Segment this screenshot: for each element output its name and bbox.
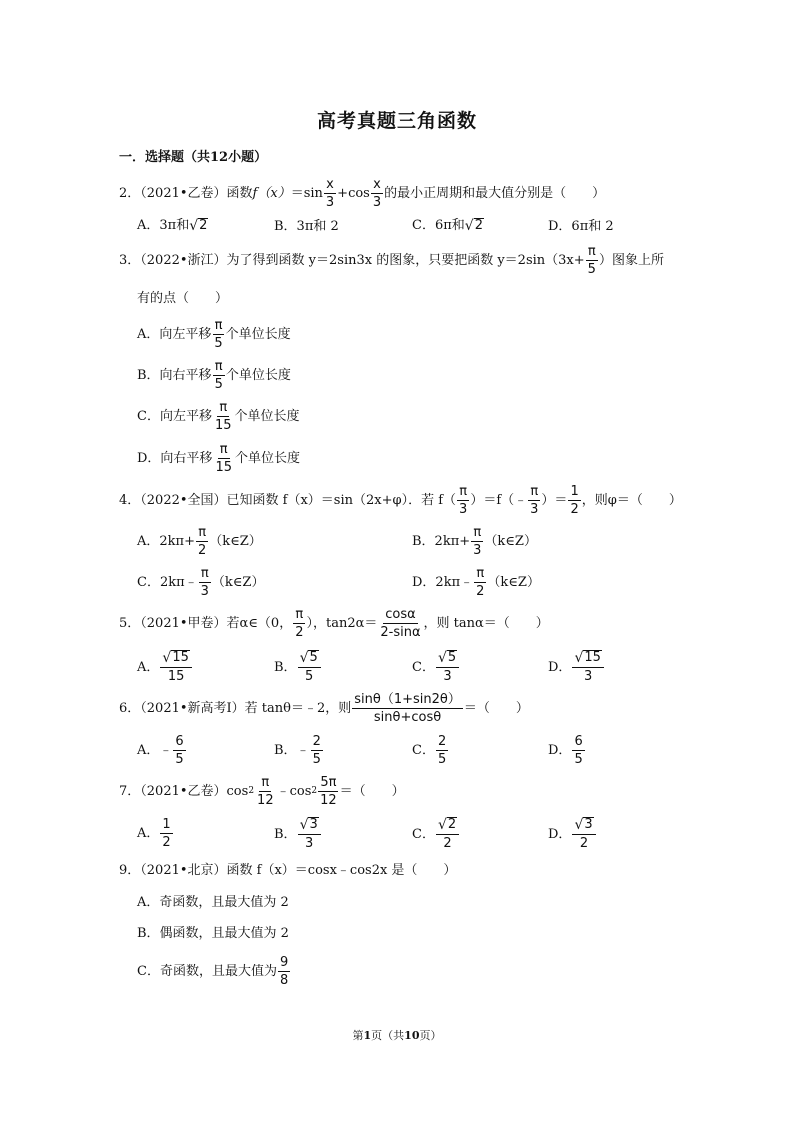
q2-frac-x3-a: $\frac{x}{3}$ [325,177,335,210]
page-title: 高考真题三角函数 [316,110,477,132]
q2-option-b[interactable]: B．3π和 2 [274,219,339,234]
question-7-stem: 7．（2021•乙卷）cos 2 $\frac{\pi}{12}$ ﹣cos 2 $\frac{5\pi}{12}$ ＝（ ） [119,775,405,808]
q5-option-b[interactable]: B． √ 5 5 [274,650,322,684]
question-5-stem: 5．（2021•甲卷）若α∈（0， $\frac{\pi}{2}$ ），tan2α＝ $\frac{\cos\alpha}{2-\sin\alpha}$ ，则 tanα＝（ ） [119,607,549,640]
question-6-stem: 6．（2021•新高考Ⅰ）若 tanθ＝﹣2，则 $\frac{\sin\theta(1+\sin 2\theta)}{\sin\theta+\cos\theta}$ ＝（ ） [119,692,529,725]
page-footer: 第1页（共10页） [352,1029,442,1042]
q9-option-a[interactable]: A．奇函数，且最大值为 2 [137,895,289,910]
q2-suffix: 的最小正周期和最大值分别是（ ） [384,186,606,201]
q7-option-c[interactable]: C． √ 2 2 [412,817,460,851]
q5-option-a[interactable]: A． √ 15 15 [137,650,193,684]
q6-option-b[interactable]: B．﹣ $\frac{2}{5}$ [274,734,321,767]
q2-option-d[interactable]: D．6π和 2 [548,219,614,234]
q7-option-b[interactable]: B． √ 3 3 [274,817,322,851]
q5-option-c[interactable]: C． √ 5 3 [412,650,460,684]
sqrt-symbol: √ 2 [464,218,483,234]
q7-option-d[interactable]: D． √ 3 2 [548,817,597,851]
q2-frac-x3-b: $\frac{x}{3}$ [372,177,382,210]
q9-option-c[interactable]: C．奇函数，且最大值为 $\frac{9}{8}$ [137,955,289,988]
q2-eq-sin: ＝sin [290,186,323,201]
question-3-stem-line2: 有的点（ ） [137,291,229,306]
q4-option-b[interactable]: B．2kπ+ $\frac{\pi}{3}$ （k∈Z） [412,525,537,558]
question-2-stem [119,177,605,210]
q3-option-b[interactable]: B．向右平移 $\frac{\pi}{5}$ 个单位长度 [137,359,291,392]
q2-plus-cos: +cos [337,186,370,201]
q3-option-c[interactable]: C．向左平移 $\frac{\pi}{15}$ 个单位长度 [137,400,300,433]
q6-option-d[interactable]: D． $\frac{6}{5}$ [548,734,583,767]
question-3-stem: 3．（2022•浙江）为了得到函数 y＝2sin3x 的图象，只要把函数 y＝2sin（3x+ $\frac{\pi}{5}$ ）图象上所 [119,244,664,277]
q6-option-c[interactable]: C． $\frac{2}{5}$ [412,734,447,767]
q2-prefix: 2．（2021•乙卷）函数 [119,186,253,201]
question-4-stem: 4．（2022•全国）已知函数 f（x）＝sin（2x+φ）．若 f（ $\frac{\pi}{3}$ ）＝f（﹣ $\frac{\pi}{3}$ ）＝ $\frac{1}{2}$ ，则φ＝（ ） [119,484,682,517]
q6-option-a[interactable]: A．﹣ $\frac{6}{5}$ [137,734,184,767]
q7-option-a[interactable]: A． $\frac{1}{2}$ [137,817,171,850]
q5-option-d[interactable]: D． √ 15 3 [548,650,605,684]
q4-option-d[interactable]: D．2kπ﹣ $\frac{\pi}{2}$ （k∈Z） [412,566,540,599]
q9-option-b[interactable]: B．偶函数，且最大值为 2 [137,926,289,941]
q3-option-a[interactable]: A．向左平移 $\frac{\pi}{5}$ 个单位长度 [137,318,291,351]
page-total: 10 [404,1029,420,1042]
q2-option-c[interactable]: C．6π和 √ 2 [412,218,483,234]
q2-fx: f（x） [252,186,291,201]
q4-option-c[interactable]: C．2kπ﹣ $\frac{\pi}{3}$ （k∈Z） [137,566,265,599]
question-9-stem: 9．（2021•北京）函数 f（x）＝cosx﹣cos2x 是（ ） [119,863,457,878]
q3-frac-pi5: $\frac{\pi}{5}$ [587,244,596,277]
section-heading: 一．选择题（共12小题） [119,150,268,165]
sqrt-symbol: √ 2 [189,218,208,234]
page-number: 1 [363,1029,372,1042]
q4-option-a[interactable]: A．2kπ+ $\frac{\pi}{2}$ （k∈Z） [137,525,262,558]
q3-option-d[interactable]: D．向右平移 $\frac{\pi}{15}$ 个单位长度 [137,442,300,475]
q2-option-a[interactable]: A．3π和 √ 2 [137,218,208,234]
